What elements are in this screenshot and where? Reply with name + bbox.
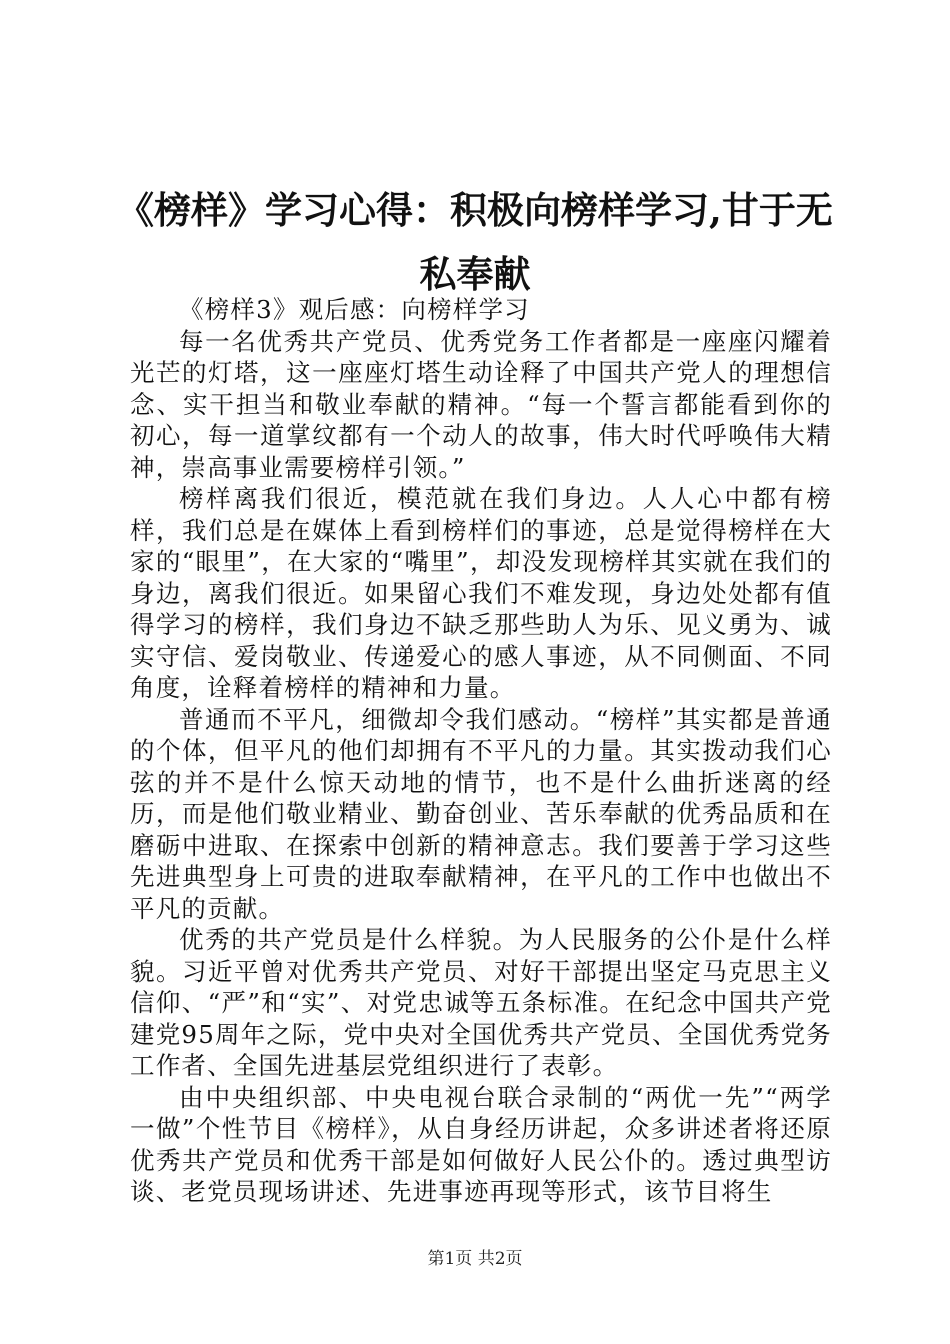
document-title: 《榜样》学习心得：积极向榜样学习,甘于无私奉献 [117,188,833,296]
page-footer: 第1页 共2页 [427,1249,523,1269]
paragraph: 普通而不平凡，细微却令我们感动。“榜样”其实都是普通的个体，但平凡的他们却拥有不平凡的力量。其实拨动我们心弦的并不是什么惊天动地的情节，也不是什么曲折迷离的经历，而是他们敬业精业、勤奋创业、苦乐奉献的优秀品质和在磨砺中进取、在探索中创新的精神意志。我们要善于学习这些先进典型身上可贵的进取奉献精神，在平凡的工作中也做出不平凡的贡献。 [130,704,832,923]
document-subtitle: 《榜样3》观后感：向榜样学习 [179,295,530,324]
paragraph: 每一名优秀共产党员、优秀党务工作者都是一座座闪耀着光芒的灯塔，这一座座灯塔生动诠释了中国共产党人的理想信念、实干担当和敬业奉献的精神。“每一个誓言都能看到你的初心，每一道掌纹都有一个动人的故事，伟大时代呼唤伟大精神，崇高事业需要榜样引领。” [130,326,832,482]
paragraph: 榜样离我们很近，模范就在我们身边。人人心中都有榜样，我们总是在媒体上看到榜样们的事迹，总是觉得榜样在大家的“眼里”，在大家的“嘴里”，却没发现榜样其实就在我们的身边，离我们很近。如果留心我们不难发现，身边处处都有值得学习的榜样，我们身边不缺乏那些助人为乐、见义勇为、诚实守信、爱岗敬业、传递爱心的感人事迹，从不同侧面、不同角度，诠释着榜样的精神和力量。 [130,484,832,702]
paragraph: 优秀的共产党员是什么样貌。为人民服务的公仆是什么样貌。习近平曾对优秀共产党员、对好干部提出坚定马克思主义信仰、“严”和“实”、对党忠诚等五条标准。在纪念中国共产党建党95周年之际，党中央对全国优秀共产党员、全国优秀党务工作者、全国先进基层党组织进行了表彰。 [130,925,832,1080]
paragraph: 由中央组织部、中央电视台联合录制的“两优一先”“两学一做”个性节目《榜样》，从自身经历讲起，众多讲述者将还原优秀共产党员和优秀干部是如何做好人民公仆的。透过典型访谈、老党员现场讲述、先进事迹再现等形式，该节目将生 [130,1082,832,1206]
document-body [130,294,832,1208]
